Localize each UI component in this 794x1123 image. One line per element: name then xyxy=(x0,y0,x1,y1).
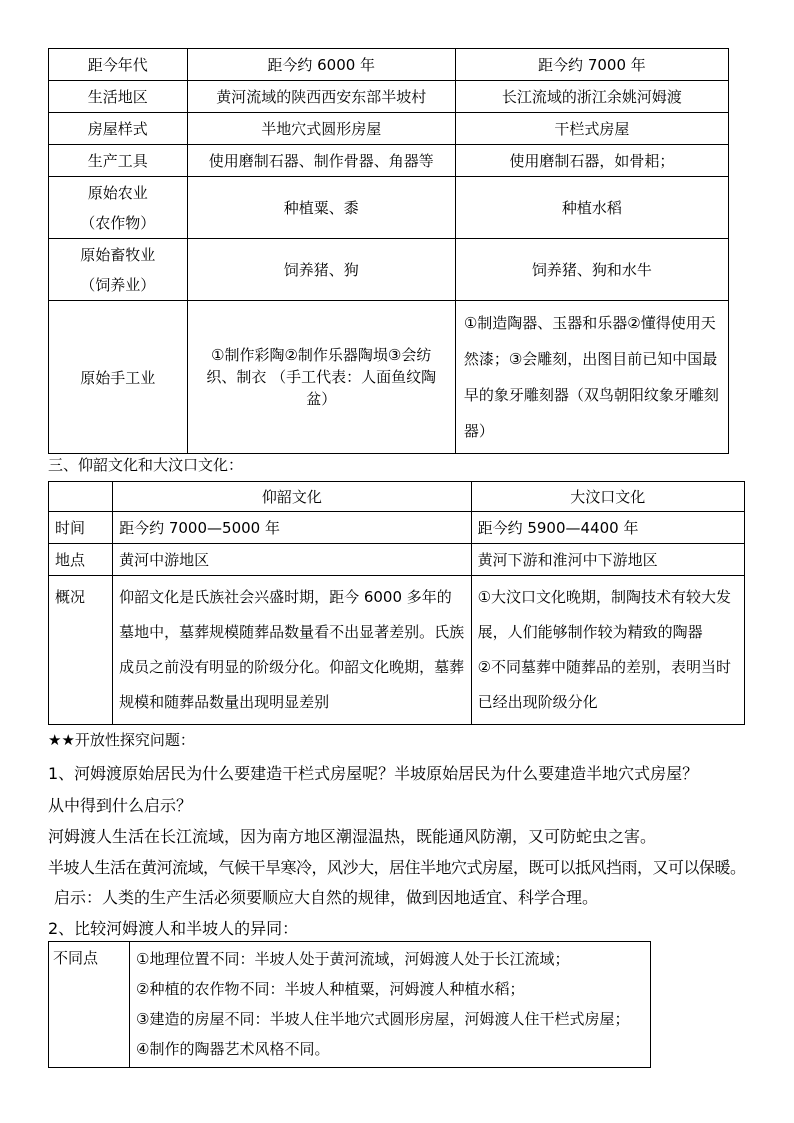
row-label: 地点 xyxy=(49,544,113,576)
cell-dawenkou xyxy=(471,576,744,725)
differences-list xyxy=(130,942,651,1068)
cell-hemudu: 饲养猪、狗和水牛 xyxy=(455,239,728,301)
cell-dawenkou: 距今约 5900—4400 年 xyxy=(471,512,744,544)
row-label: 概况 xyxy=(49,576,113,725)
cell-yangshao: 黄河中游地区 xyxy=(113,544,472,576)
row-label-line: 原始农业 xyxy=(87,183,148,202)
cell-dawenkou: 黄河下游和淮河中下游地区 xyxy=(471,544,744,576)
cell-hemudu: 距今约 7000 年 xyxy=(455,49,728,81)
header-empty xyxy=(49,482,113,512)
row-label: 距今年代 xyxy=(49,49,188,81)
row-label-line: （饲养业） xyxy=(80,275,156,294)
row-label xyxy=(49,177,188,239)
difference-item: ①地理位置不同：半坡人处于黄河流域，河姆渡人处于长江流域； xyxy=(136,950,570,968)
cell-banpo: ①制作彩陶②制作乐器陶埙③会纺织、制衣 （手工代表：人面鱼纹陶盆） xyxy=(187,301,455,454)
cell-yangshao: 距今约 7000—5000 年 xyxy=(113,512,472,544)
answer-inspiration: 启示：人类的生产生活必须要顺应大自然的规律，做到因地适宜、科学合理。 xyxy=(54,888,599,907)
cell-banpo: 使用磨制石器、制作骨器、角器等 xyxy=(187,145,455,177)
cell-yangshao: 仰韶文化是氏族社会兴盛时期，距今 6000 多年的墓地中，墓葬规模随葬品数量看不出显著差别。氏族成员之前没有明显的阶级分化。仰韶文化晚期，墓葬规模和随葬品数量出现明显差别 xyxy=(113,576,472,725)
cell-hemudu: 使用磨制石器，如骨耜； xyxy=(455,145,728,177)
cell-banpo: 饲养猪、狗 xyxy=(187,239,455,301)
cell-hemudu: 长江流域的浙江余姚河姆渡 xyxy=(455,81,728,113)
row-label-line: （农作物） xyxy=(80,213,156,232)
answer-hemudu: 河姆渡人生活在长江流域，因为南方地区潮湿温热，既能通风防潮，又可防蛇虫之害。 xyxy=(48,827,657,846)
differences-label: 不同点 xyxy=(49,942,130,1068)
header-dawenkou: 大汶口文化 xyxy=(471,482,744,512)
cell-banpo: 距今约 6000 年 xyxy=(187,49,455,81)
row-label: 生产工具 xyxy=(49,145,188,177)
difference-item: ④制作的陶器艺术风格不同。 xyxy=(136,1040,330,1058)
header-yangshao: 仰韶文化 xyxy=(113,482,472,512)
open-questions-heading: ★★开放性探究问题： xyxy=(48,731,195,749)
difference-item: ②种植的农作物不同：半坡人种植粟，河姆渡人种植水稻； xyxy=(136,980,525,998)
cell-banpo: 种植粟、黍 xyxy=(187,177,455,239)
cell-hemudu: ①制造陶器、玉器和乐器②懂得使用天然漆；③会雕刻，出图目前已知中国最早的象牙雕刻器（双鸟朝阳纹象牙雕刻器） xyxy=(455,301,728,454)
row-label: 时间 xyxy=(49,512,113,544)
section-heading: 三、仰韶文化和大汶口文化： xyxy=(48,456,244,474)
row-label: 房屋样式 xyxy=(49,113,188,145)
cell-hemudu: 种植水稻 xyxy=(455,177,728,239)
dawenkou-point: ①大汶口文化晚期，制陶技术有较大发展，人们能够制作较为精致的陶器 xyxy=(477,588,732,641)
comparison-table-yangshao-dawenkou xyxy=(48,481,745,725)
question-1-continued: 从中得到什么启示？ xyxy=(48,796,193,815)
row-label: 生活地区 xyxy=(49,81,188,113)
row-label xyxy=(49,239,188,301)
cell-banpo: 黄河流域的陕西西安东部半坡村 xyxy=(187,81,455,113)
row-label-line: 原始畜牧业 xyxy=(80,245,156,264)
differences-table xyxy=(48,941,651,1068)
comparison-table-banpo-hemudu xyxy=(48,48,729,454)
question-1: 1、河姆渡原始居民为什么要建造干栏式房屋呢？半坡原始居民为什么要建造半地穴式房屋？ xyxy=(48,764,699,783)
cell-banpo: 半地穴式圆形房屋 xyxy=(187,113,455,145)
cell-hemudu: 干栏式房屋 xyxy=(455,113,728,145)
dawenkou-point: ②不同墓葬中随葬品的差别，表明当时已经出现阶级分化 xyxy=(477,658,732,711)
row-label: 原始手工业 xyxy=(49,301,188,454)
question-2: 2、比较河姆渡人和半坡人的异同： xyxy=(48,919,299,938)
difference-item: ③建造的房屋不同：半坡人住半地穴式圆形房屋，河姆渡人住干栏式房屋； xyxy=(136,1010,630,1028)
answer-banpo: 半坡人生活在黄河流域，气候干旱寒冷，风沙大，居住半地穴式房屋，既可以抵风挡雨，又可以保暖。 xyxy=(48,858,746,877)
